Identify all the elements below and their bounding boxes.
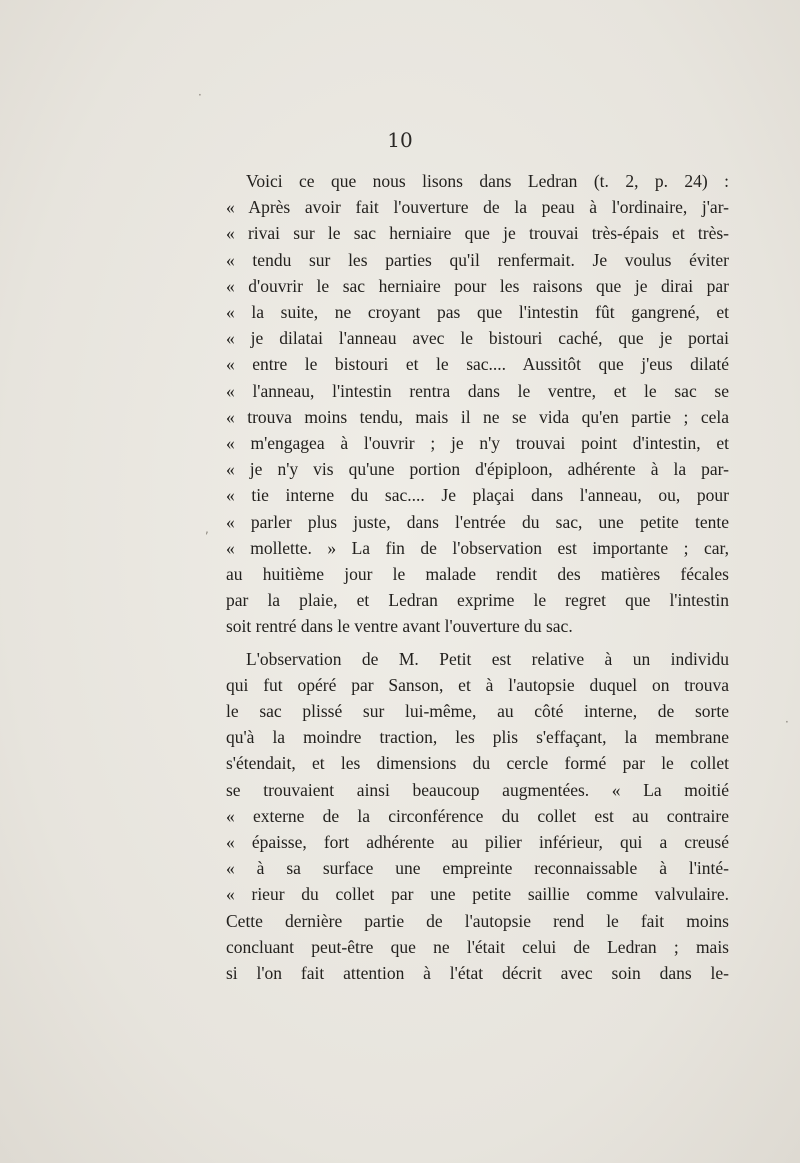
paper-speck: , bbox=[205, 522, 209, 536]
text-line: « entre le bistouri et le sac.... Aussitôt que j'eus dilaté bbox=[226, 354, 729, 375]
text-line: soit rentré dans le ventre avant l'ouverture du sac. bbox=[226, 616, 573, 637]
text-line: « trouva moins tendu, mais il ne se vida qu'en partie ; cela bbox=[226, 406, 729, 427]
text-line: par la plaie, et Ledran exprime le regret que l'intestin bbox=[226, 590, 729, 611]
text-line: le sac plissé sur lui-même, au côté interne, de sorte bbox=[226, 701, 729, 722]
text-line: qu'à la moindre traction, les plis s'effaçant, la membrane bbox=[226, 727, 729, 748]
text-line: « mollette. » La fin de l'observation est importante ; car, bbox=[226, 537, 729, 558]
text-line: Cette dernière partie de l'autopsie rend le fait moins bbox=[226, 910, 729, 931]
text-line: concluant peut-être que ne l'était celui de Ledran ; mais bbox=[226, 936, 729, 957]
text-line: Voici ce que nous lisons dans Ledran (t. 2, p. 24) : bbox=[246, 171, 729, 191]
text-line: « Après avoir fait l'ouverture de la peau à l'ordinaire, j'ar- bbox=[226, 197, 729, 218]
text-line: « à sa surface une empreinte reconnaissable à l'inté- bbox=[226, 858, 729, 879]
paper-speck: · bbox=[198, 88, 202, 102]
text-line: L'observation de M. Petit est relative à un individu bbox=[246, 648, 729, 669]
text-line: « je dilatai l'anneau avec le bistouri caché, que je portai bbox=[226, 328, 729, 349]
text-line: si l'on fait attention à l'état décrit avec soin dans le- bbox=[226, 963, 729, 984]
body-text bbox=[226, 168, 729, 986]
text-line: « m'engagea à l'ouvrir ; je n'y trouvai point d'intestin, et bbox=[226, 433, 729, 454]
text-line: se trouvaient ainsi beaucoup augmentées. « La moitié bbox=[226, 779, 729, 800]
text-line: au huitième jour le malade rendit des matières fécales bbox=[226, 564, 729, 585]
text-line: « épaisse, fort adhérente au pilier inférieur, qui a creusé bbox=[226, 832, 729, 853]
text-line: « l'anneau, l'intestin rentra dans le ventre, et le sac se bbox=[226, 380, 729, 401]
paper-speck: · bbox=[785, 715, 789, 729]
text-line: « d'ouvrir le sac herniaire pour les raisons que je dirai par bbox=[226, 275, 729, 296]
text-line: s'étendait, et les dimensions du cercle formé par le collet bbox=[226, 753, 729, 774]
text-line: « rivai sur le sac herniaire que je trouvai très-épais et très- bbox=[226, 223, 729, 244]
text-line: « tendu sur les parties qu'il renfermait. Je voulus éviter bbox=[226, 249, 729, 270]
text-line: « la suite, ne croyant pas que l'intestin fût gangrené, et bbox=[226, 302, 729, 323]
text-line: « je n'y vis qu'une portion d'épiploon, adhérente à la par- bbox=[226, 459, 729, 480]
text-line: « parler plus juste, dans l'entrée du sac, une petite tente bbox=[226, 511, 729, 532]
text-line: qui fut opéré par Sanson, et à l'autopsie duquel on trouva bbox=[226, 674, 729, 695]
text-line: « externe de la circonférence du collet est au contraire bbox=[226, 805, 729, 826]
page-number: 10 bbox=[387, 128, 413, 152]
text-line: « rieur du collet par une petite saillie comme valvulaire. bbox=[226, 884, 729, 905]
text-line: « tie interne du sac.... Je plaçai dans l'anneau, ou, pour bbox=[226, 485, 729, 506]
